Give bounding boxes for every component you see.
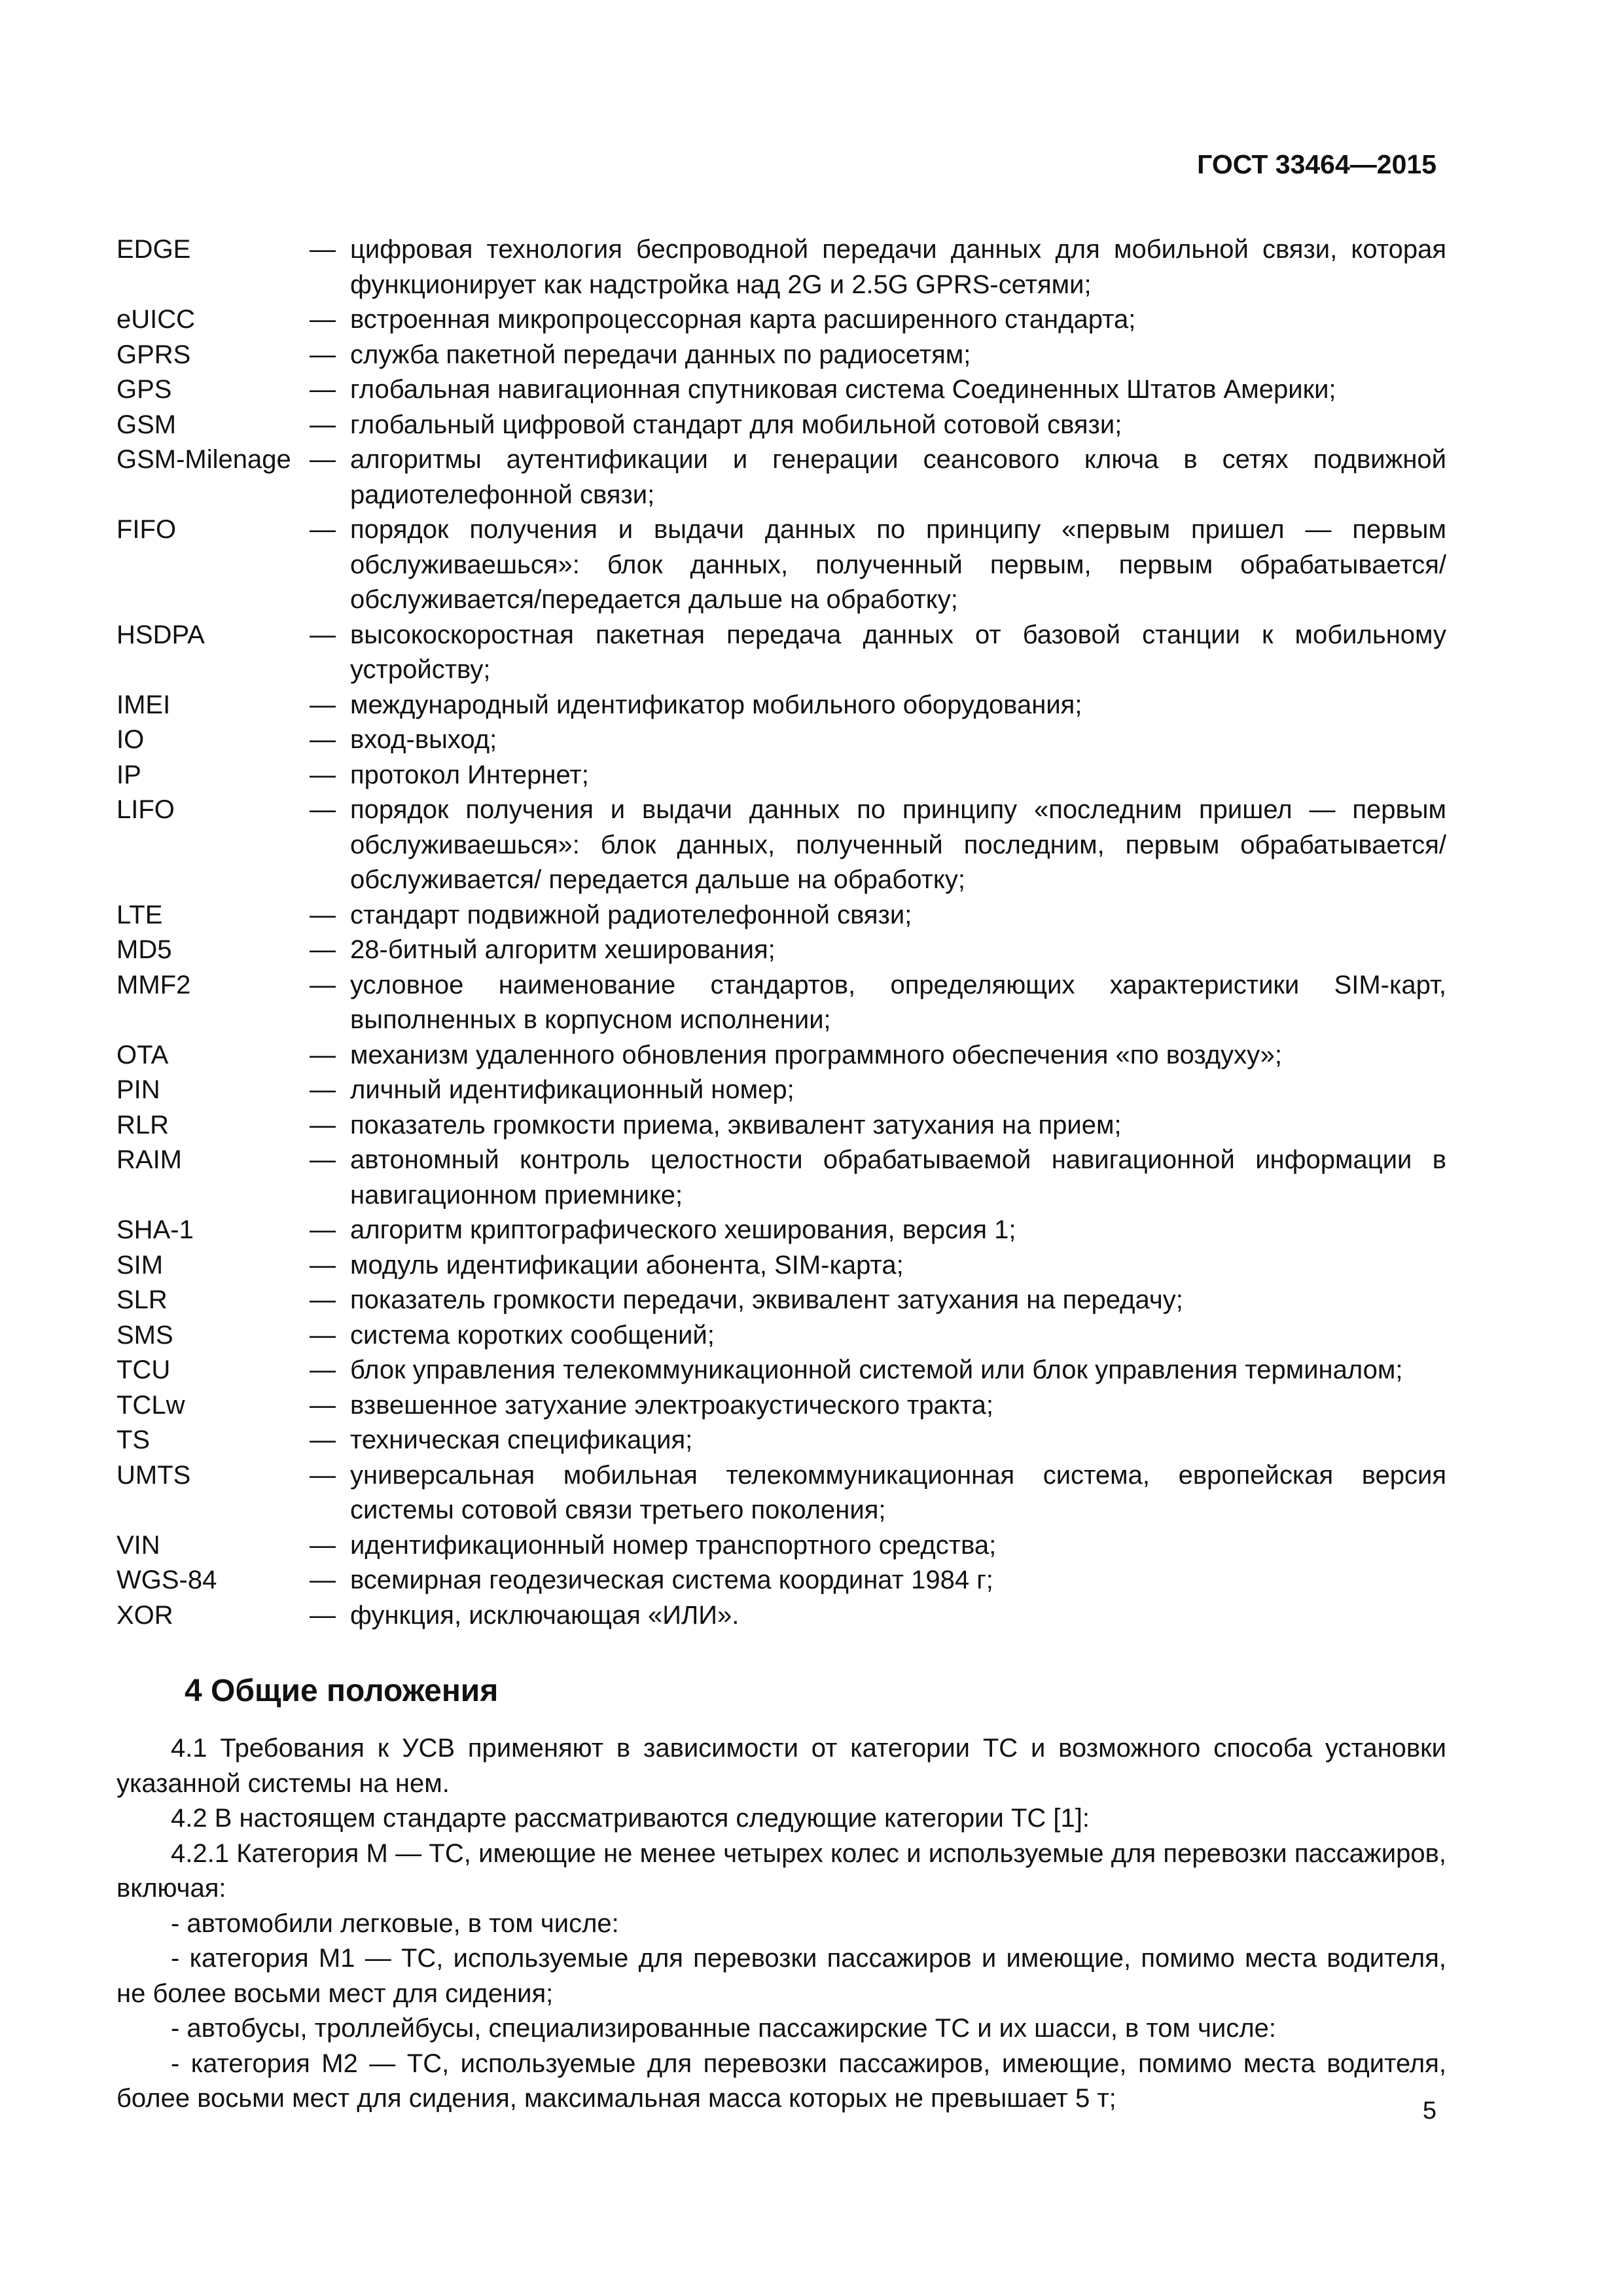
abbreviation-definition: протокол Интернет; [350,760,589,789]
abbreviation-definition: стандарт подвижной радиотелефонной связи; [350,900,912,929]
em-dash: — [310,1530,336,1560]
abbreviation-definition: личный идентификационный номер; [350,1075,794,1104]
abbreviation-row [116,1388,1446,1424]
abbreviation-term: IO [116,725,145,754]
em-dash: — [310,1390,336,1420]
abbreviation-term: TCU [116,1355,171,1384]
abbreviation-definition: условное наименование стандартов, определяющих характеристики SIM-карт, выполненных в корпусном исполнении; [350,970,1446,1034]
abbreviation-row [116,758,1446,793]
em-dash: — [310,1320,336,1350]
em-dash: — [310,1215,336,1244]
abbreviation-definition: блок управления телекоммуникационной системой или блок управления терминалом; [350,1355,1403,1384]
body-paragraph: - автобусы, троллейбусы, специализированные пассажирские ТС и их шасси, в том числе: [171,2014,1277,2043]
abbreviation-row [116,1598,1446,1634]
section-body [116,1731,1446,2117]
body-paragraph: 4.2.1 Категория М — ТС, имеющие не менее четырех колес и используемые для перевозки пассажиров, включая: [116,1839,1446,1903]
em-dash: — [310,970,336,999]
abbreviation-term: TCLw [116,1390,185,1420]
em-dash: — [310,375,336,404]
em-dash: — [310,620,336,649]
abbreviation-row [116,1213,1446,1248]
abbreviation-term: PIN [116,1075,160,1104]
abbreviation-row [116,512,1446,618]
abbreviation-definition: алгоритм криптографического хеширования, версия 1; [350,1215,1016,1244]
abbreviation-row [116,302,1446,338]
body-paragraph: - категория М2 — ТС, используемые для перевозки пассажиров, имеющие, помимо места водителя, более восьми мест для сидения, максимальная масса которых не превышает 5 т; [116,2049,1446,2113]
em-dash: — [310,900,336,929]
body-paragraph: 4.1 Требования к УСВ применяют в зависимости от категории ТС и возможного способа установки указанной системы на нем. [116,1734,1446,1798]
abbreviation-term: MD5 [116,935,172,964]
abbreviation-definition: порядок получения и выдачи данных по принципу «последним пришел — первым обслуживаешься»: блок данных, полученный последним, первым обрабатывается/ обслуживается/ передается дальше на обработку; [350,795,1446,894]
section-title: 4 Общие положения [185,1674,499,1708]
em-dash: — [310,1110,336,1139]
em-dash: — [310,1250,336,1280]
abbreviation-definition: международный идентификатор мобильного оборудования; [350,690,1082,719]
em-dash: — [310,760,336,789]
abbreviation-definition: функция, исключающая «ИЛИ». [350,1600,740,1630]
abbreviation-term: SMS [116,1320,173,1350]
em-dash: — [310,690,336,719]
em-dash: — [310,340,336,369]
abbreviation-row [116,1563,1446,1598]
abbreviation-definition: порядок получения и выдачи данных по принципу «первым пришел — первым обслуживаешься»: блок данных, полученный первым, первым обрабатывается/обслуживается/передается дальше на обработку; [350,515,1446,614]
abbreviation-row [116,1143,1446,1213]
abbreviation-definition: вход-выход; [350,725,497,754]
abbreviation-row [116,688,1446,723]
abbreviation-term: RAIM [116,1145,182,1174]
abbreviation-definition: модуль идентификации абонента, SIM-карта; [350,1250,904,1280]
em-dash: — [310,1426,336,1454]
abbreviation-row [116,408,1446,443]
abbreviation-term: HSDPA [116,620,205,649]
abbreviation-row [116,1073,1446,1108]
em-dash: — [310,305,336,334]
abbreviation-term: IP [116,760,141,789]
abbreviation-term: VIN [116,1530,160,1560]
abbreviation-row [116,442,1446,512]
em-dash: — [310,725,336,754]
abbreviation-term: MMF2 [116,970,191,999]
abbreviation-row [116,1353,1446,1388]
abbreviation-row [116,968,1446,1038]
em-dash: — [310,445,336,474]
abbreviation-definition: показатель громкости приема, эквивалент затухания на прием; [350,1110,1122,1139]
abbreviation-row [116,232,1446,302]
body-paragraph: 4.2 В настоящем стандарте рассматриваются следующие категории ТС [1]: [171,1804,1090,1833]
page-number: 5 [1422,2097,1436,2125]
abbreviation-row [116,1283,1446,1318]
abbreviation-definition: взвешенное затухание электроакустического тракта; [350,1390,994,1420]
abbreviation-definition: глобальный цифровой стандарт для мобильной сотовой связи; [350,410,1122,439]
em-dash: — [310,515,336,544]
abbreviation-definition: техническая спецификация; [350,1426,693,1454]
abbreviation-term: GPRS [116,340,191,369]
abbreviation-definition: универсальная мобильная телекоммуникационная система, европейская версия системы сотовой связи третьего поколения; [350,1460,1446,1524]
abbreviation-term: EDGE [116,235,191,264]
abbreviation-row [116,1528,1446,1564]
abbreviation-definition: алгоритмы аутентификации и генерации сеансового ключа в сетях подвижной радиотелефонной связи; [350,445,1446,509]
abbreviation-row [116,933,1446,968]
abbreviation-term: SIM [116,1250,164,1280]
abbreviation-term: SHA-1 [116,1215,194,1244]
abbreviation-definition: высокоскоростная пакетная передача данных от базовой станции к мобильному устройству; [350,620,1446,684]
abbreviation-row [116,1458,1446,1528]
abbreviation-term: IMEI [116,690,171,719]
abbreviation-definition: система коротких сообщений; [350,1320,715,1350]
abbreviation-term: TS [116,1426,151,1454]
abbreviation-row [116,1423,1446,1458]
abbreviation-row [116,898,1446,933]
abbreviation-row [116,1108,1446,1143]
abbreviation-row [116,1038,1446,1073]
abbreviation-term: RLR [116,1110,169,1139]
abbreviation-term: FIFO [116,515,177,544]
em-dash: — [310,1285,336,1314]
abbreviation-row [116,1248,1446,1283]
abbreviation-term: GSM-Milenage [116,445,291,474]
abbreviation-row [116,1318,1446,1354]
abbreviation-definition: механизм удаленного обновления программного обеспечения «по воздуху»; [350,1040,1282,1069]
abbreviation-term: SLR [116,1285,168,1314]
em-dash: — [310,235,336,264]
abbreviation-term: XOR [116,1600,173,1630]
em-dash: — [310,1145,336,1174]
abbreviation-term: WGS-84 [116,1566,217,1594]
abbreviation-term: UMTS [116,1460,191,1490]
abbreviation-definition: глобальная навигационная спутниковая система Соединенных Штатов Америки; [350,375,1336,404]
em-dash: — [310,795,336,824]
body-paragraph: - автомобили легковые, в том числе: [171,1909,619,1938]
abbreviation-term: OTA [116,1040,169,1069]
em-dash: — [310,1460,336,1490]
abbreviation-definition: цифровая технология беспроводной передачи данных для мобильной связи, которая функционирует как надстройка над 2G и 2.5G GPRS-сетями; [350,235,1446,299]
abbreviation-definition: служба пакетной передачи данных по радиосетям; [350,340,971,369]
em-dash: — [310,1355,336,1384]
em-dash: — [310,1075,336,1104]
em-dash: — [310,1600,336,1630]
abbreviation-term: GSM [116,410,177,439]
em-dash: — [310,1040,336,1069]
abbreviation-list [116,232,1446,1633]
abbreviation-row [116,793,1446,898]
abbreviation-term: LIFO [116,795,175,824]
abbreviation-term: LTE [116,900,163,929]
abbreviation-row [116,618,1446,688]
em-dash: — [310,410,336,439]
em-dash: — [310,935,336,964]
abbreviation-definition: 28-битный алгоритм хеширования; [350,935,776,964]
abbreviation-definition: идентификационный номер транспортного средства; [350,1530,997,1560]
body-paragraph: - категория М1 — ТС, используемые для перевозки пассажиров и имеющие, помимо места водителя, не более восьми мест для сидения; [116,1944,1446,2008]
abbreviation-definition: встроенная микропроцессорная карта расширенного стандарта; [350,305,1136,334]
document-header: ГОСТ 33464—2015 [1197,149,1436,179]
abbreviation-term: GPS [116,375,172,404]
abbreviation-definition: автономный контроль целостности обрабатываемой навигационной информации в навигационном приемнике; [350,1145,1446,1210]
abbreviation-row [116,723,1446,758]
abbreviation-definition: показатель громкости передачи, эквивалент затухания на передачу; [350,1285,1183,1314]
abbreviation-row [116,372,1446,408]
abbreviation-row [116,338,1446,373]
em-dash: — [310,1566,336,1594]
abbreviation-definition: всемирная геодезическая система координат 1984 г; [350,1566,993,1594]
abbreviation-term: eUICC [116,305,196,334]
